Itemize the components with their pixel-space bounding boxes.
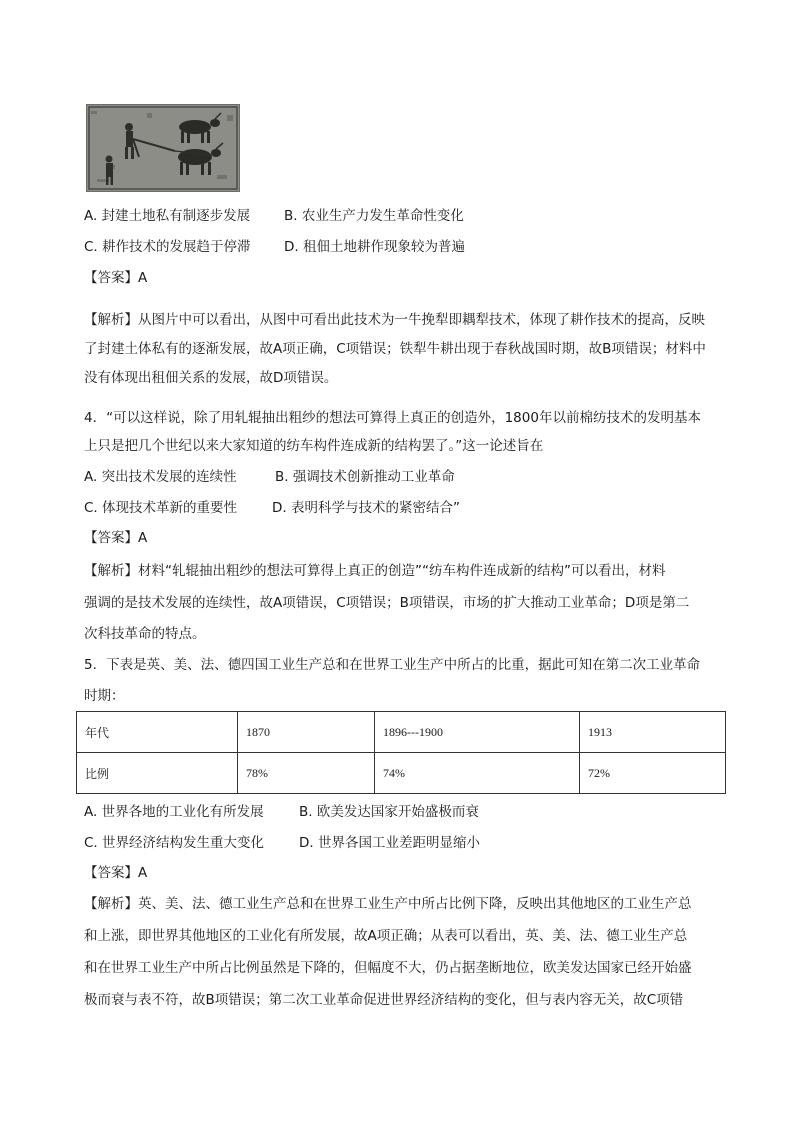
q5-options-row-2 [84, 833, 480, 853]
q5-analysis-line: 和在世界工业生产中所占比例虽然是下降的，但幅度不大，仍占据垄断地位，欧美发达国家已经开始盛 [84, 960, 692, 976]
q3-option-d: D. 租佃土地耕作现象较为普遍 [284, 239, 465, 255]
q3-option-c: C. 耕作技术的发展趋于停滞 [84, 239, 251, 255]
q5-analysis-line: 极而衰与表不符，故B项错误；第二次工业革命促进世界经济结构的变化，但与表内容无关，故C项错 [84, 992, 684, 1008]
q3-answer: 【答案】A [84, 270, 148, 286]
q4-option-a: A. 突出技术发展的连续性 [84, 469, 237, 485]
table-cell: 比例 [77, 753, 238, 794]
q4-analysis-line: 强调的是技术发展的连续性，故A项错误，C项错误；B项错误，市场的扩大推动工业革命；D项是第二 [84, 595, 690, 611]
q3-option-a: A. 封建土地私有制逐步发展 [84, 208, 251, 224]
q4-option-b: B. 强调技术创新推动工业革命 [275, 469, 455, 485]
q5-analysis-line: 和上涨，即世界其他地区的工业化有所发展，故A项正确；从表可以看出，英、美、法、德工业生产总 [84, 928, 688, 944]
q4-options-row-1 [84, 467, 455, 487]
table-row [77, 712, 726, 753]
q3-analysis-line: 没有体现出租佃关系的发展，故D项错误。 [84, 370, 338, 386]
q4-stem-line: 上只是把几个世纪以来大家知道的纺车构件连成新的结构罢了。”这一论述旨在 [84, 438, 544, 454]
ox-plow-relief-image [86, 104, 240, 192]
q5-option-a: A. 世界各地的工业化有所发展 [84, 804, 264, 820]
q5-stem-line: 时期： [84, 688, 125, 704]
q5-option-d: D. 世界各国工业差距明显缩小 [299, 835, 480, 851]
q4-stem-line: 4．“可以这样说，除了用轧辊抽出粗纱的想法可算得上真正的创造外，1800年以前棉纺技术的发明基本 [84, 410, 701, 426]
q4-option-c: C. 体现技术革新的重要性 [84, 500, 238, 516]
relief-drawing [87, 105, 239, 191]
q4-answer: 【答案】A [84, 530, 148, 546]
q5-data-table [76, 711, 726, 794]
q5-options-row-1 [84, 802, 479, 822]
q4-option-d: D. 表明科学与技术的紧密结合” [272, 500, 460, 516]
q5-answer: 【答案】A [84, 865, 148, 881]
table-cell: 1913 [580, 712, 726, 753]
table-cell: 74% [375, 753, 580, 794]
q4-analysis-line: 次科技革命的特点。 [84, 626, 206, 642]
q4-analysis-line: 【解析】材料“轧辊抽出粗纱的想法可算得上真正的创造”“纺车构件连成新的结构”可以看出，材料 [84, 563, 666, 579]
table-cell: 1896---1900 [375, 712, 580, 753]
q3-options-row-1 [84, 206, 464, 226]
q3-analysis-line: 【解析】从图片中可以看出，从图中可看出此技术为一牛挽犁即耦犁技术，体现了耕作技术的提高，反映 [84, 312, 705, 328]
q5-stem-line: 5．下表是英、美、法、德四国工业生产总和在世界工业生产中所占的比重，据此可知在第二次工业革命 [84, 657, 701, 673]
table-cell: 72% [580, 753, 726, 794]
q5-option-b: B. 欧美发达国家开始盛极而衰 [299, 804, 479, 820]
q5-analysis-line: 【解析】英、美、法、德工业生产总和在世界工业生产中所占比例下降，反映出其他地区的工业生产总 [84, 896, 692, 912]
table-cell: 78% [238, 753, 375, 794]
q3-options-row-2 [84, 237, 465, 257]
table-cell: 年代 [77, 712, 238, 753]
table-cell: 1870 [238, 712, 375, 753]
table-row [77, 753, 726, 794]
q3-option-b: B. 农业生产力发生革命性变化 [284, 208, 464, 224]
q3-analysis-line: 了封建土体私有的逐渐发展，故A项正确，C项错误；铁犁牛耕出现于春秋战国时期，故B项错误；材料中 [84, 341, 706, 357]
q5-option-c: C. 世界经济结构发生重大变化 [84, 835, 265, 851]
q4-options-row-2 [84, 498, 460, 518]
